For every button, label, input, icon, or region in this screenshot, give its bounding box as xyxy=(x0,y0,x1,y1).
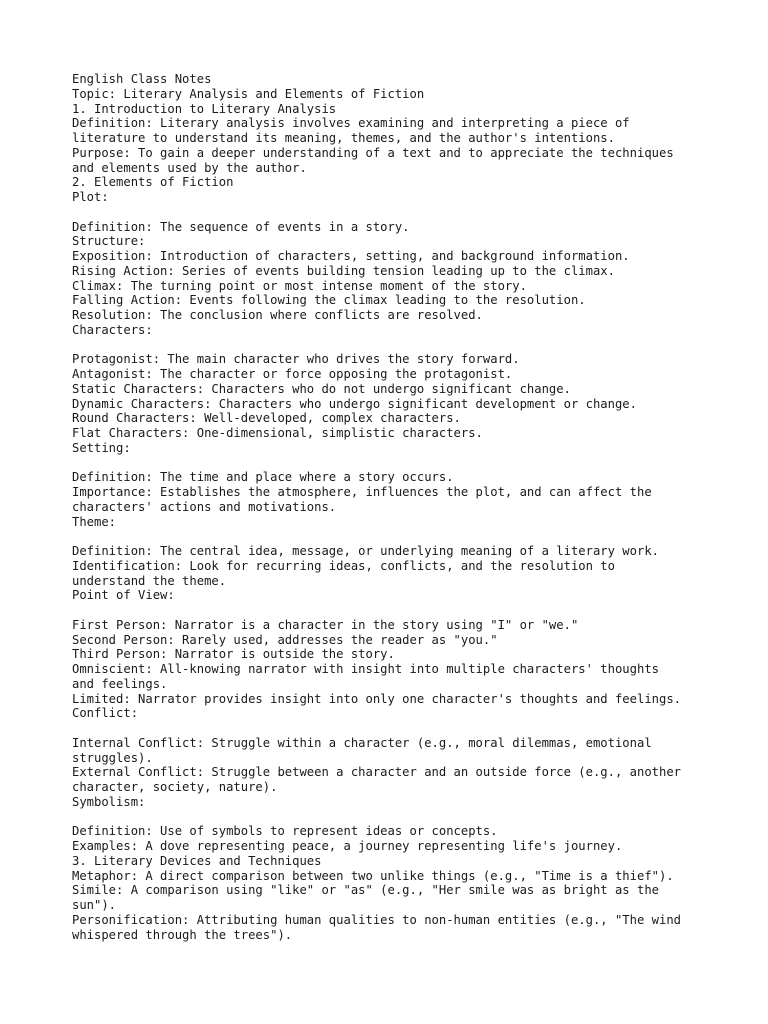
text-line: Protagonist: The main character who drives the story forward. xyxy=(72,352,520,367)
text-line: understand the theme. xyxy=(72,573,227,588)
text-line: Limited: Narrator provides insight into only one character's thoughts and feelings. xyxy=(72,691,682,706)
blank-line xyxy=(72,456,712,471)
blank-line xyxy=(72,603,712,618)
text-line: Definition: Literary analysis involves examining and interpreting a piece of xyxy=(72,116,630,131)
text-line: Static Characters: Characters who do not undergo significant change. xyxy=(72,381,571,396)
text-line: Definition: Use of symbols to represent ideas or concepts. xyxy=(72,824,498,839)
subheading-setting: Setting: xyxy=(72,440,131,455)
text-line: Resolution: The conclusion where conflicts are resolved. xyxy=(72,308,483,322)
subheading-plot: Plot: xyxy=(72,190,109,204)
text-line: Second Person: Rarely used, addresses the reader as "you." xyxy=(72,632,498,647)
text-line: Exposition: Introduction of characters, setting, and background information. xyxy=(72,249,630,263)
text-line: Dynamic Characters: Characters who undergo significant development or change. xyxy=(72,396,637,411)
text-line: Purpose: To gain a deeper understanding of a text and to appreciate the techniques xyxy=(72,145,674,160)
section-heading-literary-devices: 3. Literary Devices and Techniques xyxy=(72,853,322,868)
text-line: Personification: Attributing human qualities to non-human entities (e.g., "The wind xyxy=(72,912,682,927)
text-line: Structure: xyxy=(72,234,146,249)
section-heading-elements: 2. Elements of Fiction xyxy=(72,175,234,190)
text-line: External Conflict: Struggle between a character and an outside force (e.g., another xyxy=(72,765,682,780)
topic-line: Topic: Literary Analysis and Elements of Fiction xyxy=(72,86,425,101)
text-line: Identification: Look for recurring ideas, conflicts, and the resolution to xyxy=(72,558,615,573)
text-line: Antagonist: The character or force opposing the protagonist. xyxy=(72,367,513,381)
text-line: Climax: The turning point or most intense moment of the story. xyxy=(72,278,527,293)
document-title: English Class Notes xyxy=(72,72,212,86)
text-line: literature to understand its meaning, themes, and the author's intentions. xyxy=(72,131,615,145)
text-line: Falling Action: Events following the climax leading to the resolution. xyxy=(72,293,586,308)
text-line: Importance: Establishes the atmosphere, influences the plot, and can affect the xyxy=(72,485,652,499)
text-line: sun"). xyxy=(72,898,117,912)
text-line: Omniscient: All-knowing narrator with insight into multiple characters' thoughts xyxy=(72,662,659,676)
blank-line xyxy=(72,721,712,736)
text-line: Definition: The time and place where a story occurs. xyxy=(72,470,454,485)
section-heading-introduction: 1. Introduction to Literary Analysis xyxy=(72,101,337,116)
text-line: Metaphor: A direct comparison between two unlike things (e.g., "Time is a thief"). xyxy=(72,868,674,883)
text-line: Simile: A comparison using "like" or "as" (e.g., "Her smile was as bright as the xyxy=(72,883,659,898)
subheading-theme: Theme: xyxy=(72,514,117,529)
text-line: struggles). xyxy=(72,750,153,765)
text-line: and feelings. xyxy=(72,676,168,691)
blank-line xyxy=(72,810,712,825)
text-line: Round Characters: Well-developed, complex characters. xyxy=(72,411,461,426)
text-line: Examples: A dove representing peace, a journey representing life's journey. xyxy=(72,839,623,853)
blank-line xyxy=(72,205,712,220)
text-line: Third Person: Narrator is outside the story. xyxy=(72,647,395,662)
text-line: and elements used by the author. xyxy=(72,160,307,175)
text-line: Flat Characters: One-dimensional, simplistic characters. xyxy=(72,426,483,440)
text-line: Internal Conflict: Struggle within a character (e.g., moral dilemmas, emotional xyxy=(72,735,652,750)
subheading-point-of-view: Point of View: xyxy=(72,588,175,603)
text-line: whispered through the trees"). xyxy=(72,927,293,942)
subheading-characters: Characters: xyxy=(72,322,153,337)
document-page xyxy=(72,72,712,942)
blank-line xyxy=(72,529,712,544)
text-line: Definition: The sequence of events in a story. xyxy=(72,219,410,234)
text-line: Rising Action: Series of events building tension leading up to the climax. xyxy=(72,263,615,278)
subheading-conflict: Conflict: xyxy=(72,706,139,721)
subheading-symbolism: Symbolism: xyxy=(72,794,146,809)
text-line: Definition: The central idea, message, or underlying meaning of a literary work. xyxy=(72,544,659,558)
blank-line xyxy=(72,338,712,353)
text-line: characters' actions and motivations. xyxy=(72,499,337,514)
text-line: First Person: Narrator is a character in the story using "I" or "we." xyxy=(72,617,579,632)
text-line: character, society, nature). xyxy=(72,780,278,794)
